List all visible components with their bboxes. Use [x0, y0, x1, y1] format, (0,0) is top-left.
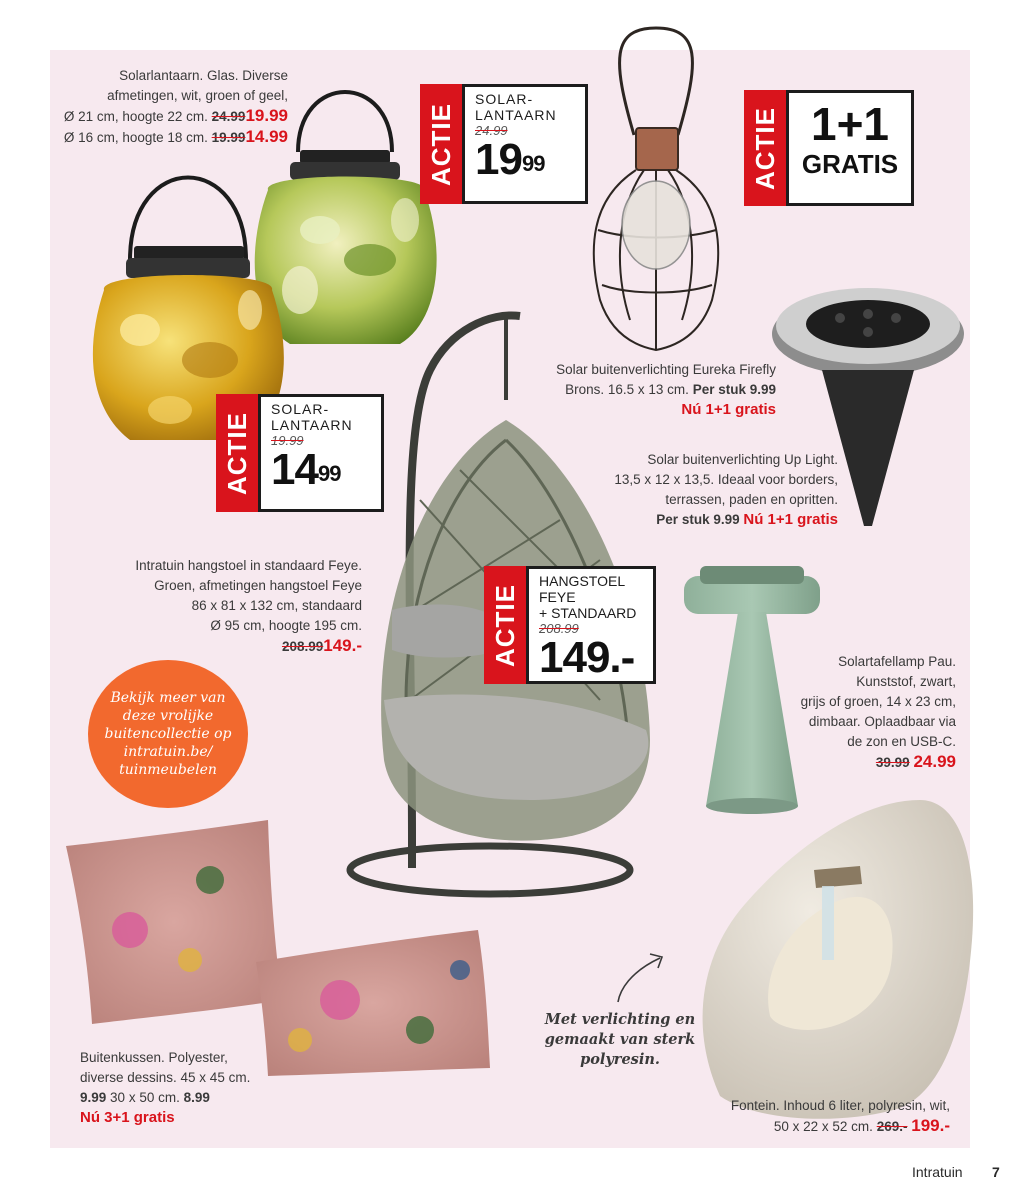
lantern-size-large-label: Ø 21 cm, hoogte 22 cm. — [63, 109, 208, 124]
tablelamp-line-2: Kunststof, zwart, — [856, 674, 956, 689]
tag-lantern-large — [420, 84, 588, 204]
tablelamp-description — [770, 652, 956, 773]
chair-line-1: Intratuin hangstoel in standaard Feye. — [135, 558, 362, 573]
tablelamp-line-3: grijs of groen, 14 x 23 cm, — [800, 694, 956, 709]
tag-old-price: 24.99 — [475, 123, 508, 138]
cushions-line-2: diverse dessins. 45 x 45 cm. — [80, 1070, 251, 1085]
page-number: 7 — [992, 1164, 1000, 1180]
chair-line-2: Groen, afmetingen hangstoel Feye — [154, 578, 362, 593]
lantern-size-small — [60, 127, 288, 148]
actie-badge: ACTIE — [420, 84, 462, 204]
cushions-price-line: 9.99 30 x 50 cm. 8.99 — [80, 1090, 210, 1105]
lantern-size-large — [60, 106, 288, 127]
chair-line-4: Ø 95 cm, hoogte 195 cm. — [210, 618, 362, 633]
uplight-line-3: terrassen, paden en opritten. — [665, 492, 838, 507]
eureka-lamp-illustration — [594, 28, 718, 350]
tag-name-2: LANTAARN — [271, 417, 353, 433]
eureka-description — [520, 360, 776, 420]
uplight-line-2: 13,5 x 12 x 13,5. Ideaal voor borders, — [614, 472, 838, 487]
tag-name-1: HANGSTOEL FEYE — [539, 573, 625, 605]
tablelamp-price-line: 39.99 24.99 — [875, 752, 956, 771]
tag-box — [786, 90, 914, 206]
footer-brand: Intratuin — [912, 1164, 963, 1180]
lantern-large-new-price: 19.99 — [245, 106, 288, 125]
lantern-small-old-price: 19.99 — [211, 130, 246, 145]
tag-box — [462, 84, 588, 204]
actie-badge: ACTIE — [216, 394, 258, 512]
tag-name-2: LANTAARN — [475, 107, 557, 123]
cushions-promo: Nú 3+1 gratis — [80, 1109, 175, 1126]
tag-price: $19^{99}$ — [475, 135, 545, 184]
tag-price: 149.- — [539, 633, 635, 682]
tag-price: $14^{99}$ — [271, 445, 341, 494]
tag-name-1: SOLAR- — [271, 401, 330, 417]
tablelamp-line-1: Solartafellamp Pau. — [838, 654, 956, 669]
uplight-price-line: Per stuk 9.99 Nú 1+1 gratis — [656, 511, 838, 528]
lantern-desc-line-1: Solarlantaarn. Glas. Diverse — [119, 68, 288, 83]
tag-free-line-1: 1+1 — [810, 98, 890, 150]
tablelamp-line-5: de zon en USB-C. — [847, 734, 956, 749]
tag-name-2: + STANDAARD — [539, 605, 637, 621]
fountain-description — [690, 1096, 950, 1137]
uplight-line-1: Solar buitenverlichting Up Light. — [647, 452, 838, 467]
eureka-promo: Nú 1+1 gratis — [681, 401, 776, 418]
lantern-size-small-label: Ø 16 cm, hoogte 18 cm. — [63, 130, 208, 145]
cushions-description — [80, 1048, 300, 1128]
lantern-description — [60, 66, 288, 148]
tag-box — [526, 566, 656, 684]
uplight-description — [580, 450, 838, 530]
lantern-large-old-price: 24.99 — [211, 109, 246, 124]
tablelamp-line-4: dimbaar. Oplaadbaar via — [808, 714, 956, 729]
arrow-icon — [618, 954, 662, 1002]
eureka-line-1: Solar buitenverlichting Eureka Firefly — [556, 362, 776, 377]
tag-chair — [484, 566, 656, 684]
chair-line-3: 86 x 81 x 132 cm, standaard — [191, 598, 362, 613]
fountain-line-1: Fontein. Inhoud 6 liter, polyresin, wit, — [730, 1098, 950, 1113]
actie-badge: ACTIE — [744, 90, 786, 206]
cushions-illustration — [66, 820, 490, 1076]
tag-name-1: SOLAR- — [475, 91, 534, 107]
fountain-illustration — [703, 800, 974, 1119]
tag-free-line-2: GRATIS — [801, 149, 899, 179]
tag-lantern-small — [216, 394, 384, 512]
cushions-line-1: Buitenkussen. Polyester, — [80, 1050, 228, 1065]
chair-description — [110, 556, 362, 657]
fountain-price-line: 50 x 22 x 52 cm. 269.- 199.- — [773, 1116, 950, 1135]
polyresin-callout: Met verlichting en gemaakt van sterk polyresin. — [544, 1011, 696, 1068]
lantern-desc-line-2: afmetingen, wit, groen of geel, — [107, 88, 288, 103]
lantern-small-new-price: 14.99 — [245, 127, 288, 146]
actie-badge: ACTIE — [484, 566, 526, 684]
tag-box — [258, 394, 384, 512]
tag-old-price: 208.99 — [539, 621, 579, 636]
chair-price-line: 208.99149.- — [281, 636, 362, 655]
promo-circle[interactable] — [88, 660, 248, 808]
tag-free — [744, 90, 914, 206]
eureka-line-2: Brons. 16.5 x 13 cm. Per stuk 9.99 — [565, 382, 776, 397]
tag-old-price: 19.99 — [271, 433, 304, 448]
promo-circle-text: Bekijk meer van deze vrolijke buitencollectie op intratuin.be/ tuinmeubelen — [104, 690, 232, 778]
